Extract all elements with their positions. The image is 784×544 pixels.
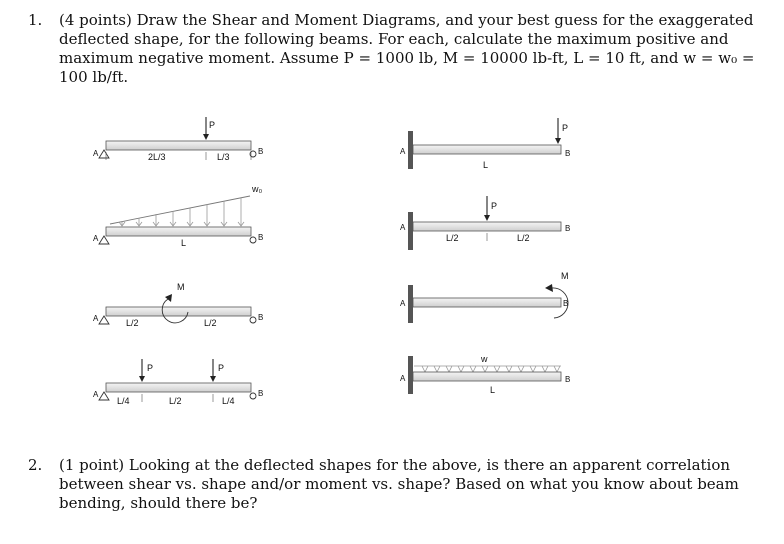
support-a-label: A [400, 299, 406, 308]
support-a-label: A [93, 234, 99, 243]
dim-label: L/2 [169, 396, 182, 406]
support-a-label: A [93, 390, 99, 399]
beam-3-body [106, 307, 251, 316]
distributed-load-outline [110, 196, 250, 224]
fixed-wall-support [408, 285, 413, 323]
arrowhead-icon [484, 215, 490, 221]
cantilever-2-body [413, 222, 561, 231]
end-b-label: B [563, 299, 569, 308]
question-1-text: (4 points) Draw the Shear and Moment Diagrams, and your best guess for the exaggerated deflected shape, for the following beams. For each, calculate the maximum positive and maximum negative moment. Assume P = 1000 lb, M = 10000 lb-ft, L = 10 ft, and w = w₀ = 100 lb/ft. [59, 11, 755, 86]
dim-label: 2L/3 [148, 152, 166, 162]
fixed-wall-support [408, 212, 413, 250]
question-2-text: (1 point) Looking at the deflected shapes for the above, is there an apparent correlation between shear vs. shape and/or moment vs. shape? Based on what you know about beam bending, should there be? [59, 456, 739, 512]
cantilever-1 [400, 118, 570, 170]
roller-support-icon [250, 237, 256, 243]
pin-support-icon [99, 150, 109, 158]
beam-2-body [106, 227, 251, 236]
arrowhead-icon [210, 376, 216, 382]
arrowhead-icon [139, 376, 145, 382]
dim-label: L/4 [222, 396, 235, 406]
distributed-load-arrows-icon [119, 198, 244, 226]
beam-1-body [106, 141, 251, 150]
arrowhead-icon [555, 138, 561, 144]
dim-label: L/4 [117, 396, 130, 406]
end-b-label: B [565, 375, 571, 384]
pin-support-icon [99, 392, 109, 400]
beam-4 [93, 359, 263, 406]
end-b-label: B [565, 224, 571, 233]
dim-label: L/2 [204, 318, 217, 328]
beam-4-body [106, 383, 251, 392]
load-m-label: M [177, 282, 185, 292]
arrowhead-icon [203, 134, 209, 140]
support-a-label: A [400, 374, 406, 383]
dim-label: L/2 [126, 318, 139, 328]
dim-label: L [490, 385, 496, 395]
roller-support-icon [250, 317, 256, 323]
dim-label: L [483, 160, 489, 170]
load-w0-label: w₀ [252, 184, 263, 194]
fixed-wall-support [408, 356, 413, 394]
roller-support-icon [250, 393, 256, 399]
load-p-label: P [491, 201, 498, 211]
question-2-number: 2. [28, 456, 43, 474]
support-b-label: B [258, 147, 264, 156]
end-b-label: B [565, 149, 571, 158]
beam-1 [93, 117, 263, 162]
support-b-label: B [258, 389, 264, 398]
load-p-label: P [209, 120, 216, 130]
arrowhead-icon [545, 284, 553, 292]
beam-2 [93, 184, 263, 248]
load-p-label: P [218, 363, 225, 373]
support-a-label: A [93, 314, 99, 323]
load-w-label: w [481, 354, 488, 364]
cantilever-1-body [413, 145, 561, 154]
load-p-label: P [562, 123, 569, 133]
dim-label: L/2 [446, 233, 459, 243]
dim-label: L/2 [517, 233, 530, 243]
dim-label: L/3 [217, 152, 230, 162]
pin-support-icon [99, 236, 109, 244]
support-b-label: B [258, 313, 264, 322]
cantilever-3-body [413, 298, 561, 307]
distributed-load-arrows-icon [422, 366, 560, 372]
support-a-label: A [400, 223, 406, 232]
support-a-label: A [400, 147, 406, 156]
question-1-number: 1. [28, 11, 43, 29]
beam-3 [93, 282, 263, 328]
cantilever-4-body [413, 372, 561, 381]
cantilever-3 [400, 271, 569, 323]
support-a-label: A [93, 149, 99, 158]
cantilever-2 [400, 196, 570, 250]
fixed-wall-support [408, 131, 413, 169]
load-m-label: M [561, 271, 569, 281]
pin-support-icon [99, 316, 109, 324]
support-b-label: B [258, 233, 264, 242]
cantilever-4 [400, 354, 570, 395]
load-p-label: P [147, 363, 154, 373]
dim-label: L [181, 238, 187, 248]
